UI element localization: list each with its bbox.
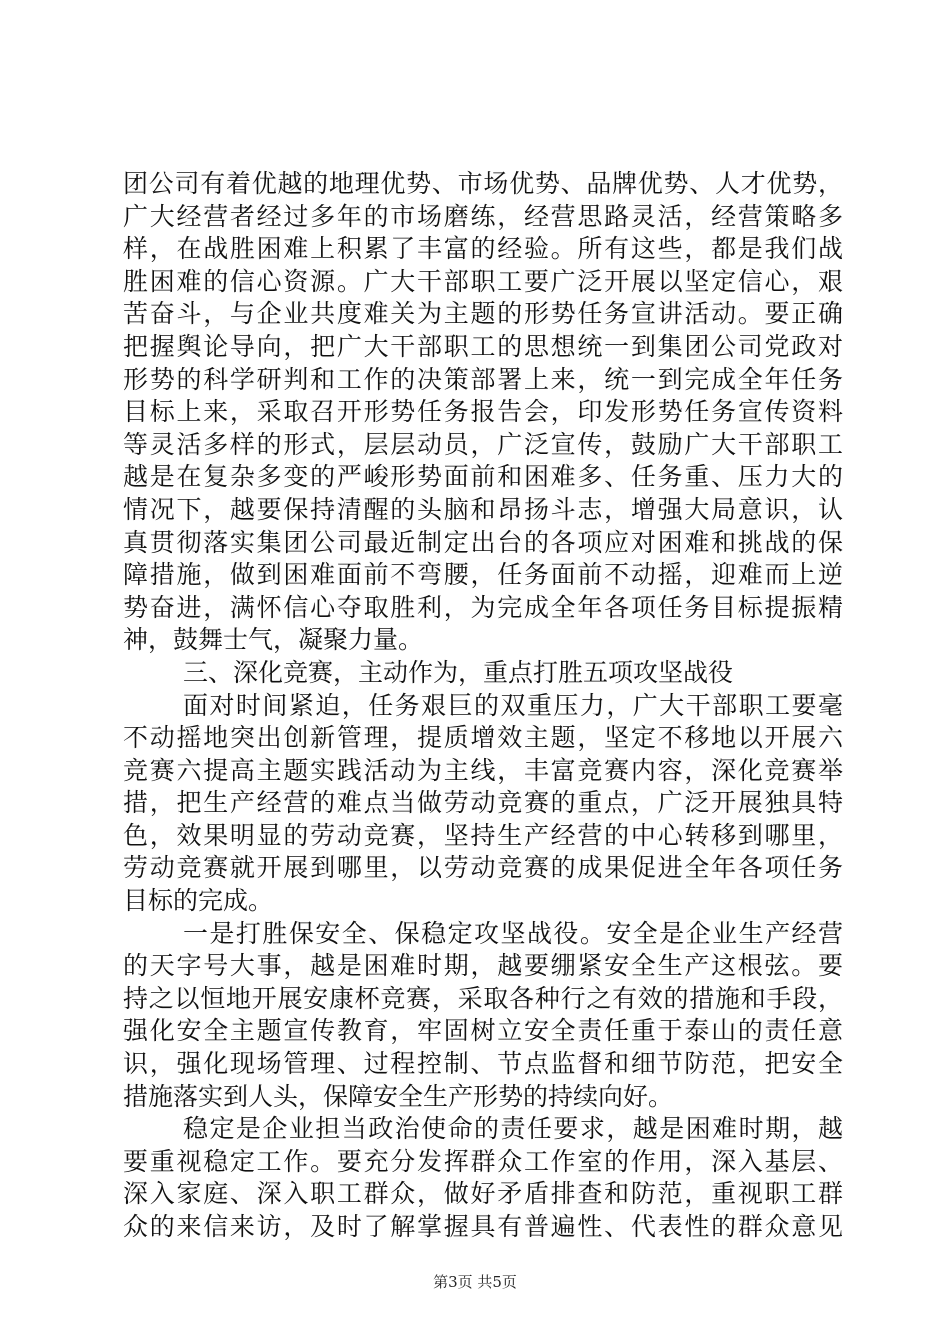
text-line: 深入家庭、深入职工群众，做好矛盾排查和防范，重视职工群 — [123, 1179, 843, 1209]
text-line: 神，鼓舞士气，凝聚力量。 — [123, 625, 424, 655]
text-line: 情况下，越要保持清醒的头脑和昂扬斗志，增强大局意识，认 — [123, 494, 843, 524]
text-line: 色，效果明显的劳动竞赛，坚持生产经营的中心转移到哪里， — [123, 820, 843, 850]
page-footer: 第3页 共5页 — [433, 1273, 517, 1291]
text-line: 广大经营者经过多年的市场磨练，经营思路灵活，经营策略多 — [123, 201, 843, 231]
text-line: 竞赛六提高主题实践活动为主线，丰富竞赛内容，深化竞赛举 — [123, 755, 843, 785]
text-line: 持之以恒地开展安康杯竞赛，采取各种行之有效的措施和手段， — [123, 983, 843, 1013]
text-line: 苦奋斗，与企业共度难关为主题的形势任务宣讲活动。要正确 — [123, 299, 843, 329]
text-line: 势奋进，满怀信心夺取胜利，为完成全年各项任务目标提振精 — [123, 592, 843, 622]
text-line: 不动摇地突出创新管理，提质增效主题，坚定不移地以开展六 — [123, 723, 843, 753]
text-line: 劳动竞赛就开展到哪里，以劳动竞赛的成果促进全年各项任务 — [123, 853, 843, 883]
text-line: 面对时间紧迫，任务艰巨的双重压力，广大干部职工要毫 — [183, 690, 843, 720]
text-line: 的天字号大事，越是困难时期，越要绷紧安全生产这根弦。要 — [123, 951, 843, 981]
text-line: 障措施，做到困难面前不弯腰，任务面前不动摇，迎难而上逆 — [123, 560, 843, 590]
text-line: 强化安全主题宣传教育，牢固树立安全责任重于泰山的责任意 — [123, 1016, 843, 1046]
text-line: 众的来信来访，及时了解掌握具有普遍性、代表性的群众意见 — [123, 1212, 843, 1241]
text-line: 识，强化现场管理、过程控制、节点监督和细节防范，把安全 — [123, 1049, 843, 1079]
text-line: 目标的完成。 — [123, 886, 274, 916]
text-line: 稳定是企业担当政治使命的责任要求，越是困难时期，越 — [183, 1114, 843, 1144]
text-line: 目标上来，采取召开形势任务报告会，印发形势任务宣传资料 — [123, 397, 843, 427]
text-line: 措施落实到人头，保障安全生产形势的持续向好。 — [123, 1081, 674, 1111]
text-line: 一是打胜保安全、保稳定攻坚战役。安全是企业生产经营 — [183, 918, 843, 948]
text-line: 真贯彻落实集团公司最近制定出台的各项应对困难和挑战的保 — [123, 527, 843, 557]
document-body — [123, 168, 843, 1244]
text-line: 越是在复杂多变的严峻形势面前和困难多、任务重、压力大的 — [123, 462, 843, 492]
text-line: 团公司有着优越的地理优势、市场优势、品牌优势、人才优势， — [123, 169, 843, 198]
text-line: 形势的科学研判和工作的决策部署上来，统一到完成全年任务 — [123, 364, 843, 394]
text-line: 把握舆论导向，把广大干部职工的思想统一到集团公司党政对 — [123, 331, 843, 361]
text-line: 等灵活多样的形式，层层动员，广泛宣传，鼓励广大干部职工 — [123, 429, 843, 459]
text-line: 样，在战胜困难上积累了丰富的经验。所有这些，都是我们战 — [123, 234, 843, 264]
text-line: 措，把生产经营的难点当做劳动竞赛的重点，广泛开展独具特 — [123, 788, 843, 818]
text-line: 三、深化竞赛，主动作为，重点打胜五项攻坚战役 — [183, 657, 734, 687]
text-line: 胜困难的信心资源。广大干部职工要广泛开展以坚定信心，艰 — [123, 266, 843, 296]
text-line: 要重视稳定工作。要充分发挥群众工作室的作用，深入基层、 — [123, 1146, 843, 1176]
